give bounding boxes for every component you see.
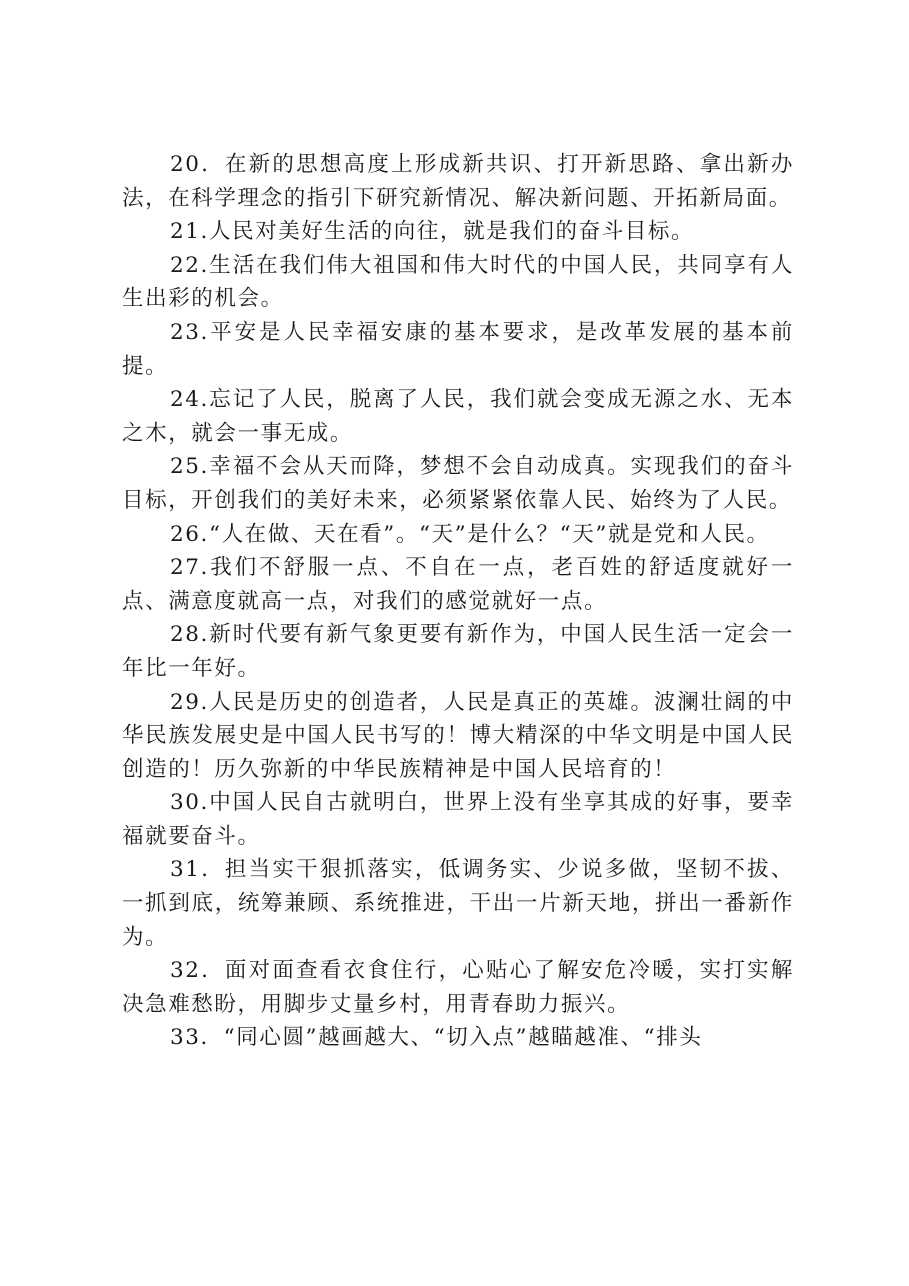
- paragraph-23: 23.平安是人民幸福安康的基本要求，是改革发展的基本前提。: [122, 319, 794, 379]
- paragraph-22: 22.生活在我们伟大祖国和伟大时代的中国人民，共同享有人生出彩的机会。: [122, 252, 794, 312]
- document-body: [122, 148, 794, 1055]
- paragraph-28: 28.新时代要有新气象更要有新作为，中国人民生活一定会一年比一年好。: [122, 622, 794, 681]
- paragraph-20: 20．在新的思想高度上形成新共识、打开新思路、拿出新办法，在科学理念的指引下研究新情况、解决新问题、开拓新局面。: [122, 152, 794, 211]
- paragraph-21: 21.人民对美好生活的向往，就是我们的奋斗目标。: [170, 219, 695, 245]
- paragraph-25: 25.幸福不会从天而降，梦想不会自动成真。实现我们的奋斗目标，开创我们的美好未来，必须紧紧依靠人民、始终为了人民。: [122, 454, 794, 513]
- paragraph-33: 33．“同心圆”越画越大、“切入点”越瞄越准、“排头: [170, 1025, 703, 1051]
- paragraph-32: 32．面对面查看衣食住行，心贴心了解安危冷暖，实打实解决急难愁盼，用脚步丈量乡村，用青春助力振兴。: [122, 958, 794, 1017]
- paragraph-29: 29.人民是历史的创造者，人民是真正的英雄。波澜壮阔的中华民族发展史是中国人民书写的！博大精深的中华文明是中国人民创造的！历久弥新的中华民族精神是中国人民培育的！: [122, 689, 794, 782]
- paragraph-26: 26.“人在做、天在看”。“天”是什么？“天”就是党和人民。: [170, 521, 770, 547]
- paragraph-27: 27.我们不舒服一点、不自在一点，老百姓的舒适度就好一点、满意度就高一点，对我们的感觉就好一点。: [122, 555, 794, 614]
- paragraph-31: 31．担当实干狠抓落实，低调务实、少说多做，坚韧不拔、一抓到底，统筹兼顾、系统推进，干出一片新天地，拼出一番新作为。: [122, 857, 794, 950]
- paragraph-24: 24.忘记了人民，脱离了人民，我们就会变成无源之水、无本之木，就会一事无成。: [122, 387, 794, 446]
- paragraph-30: 30.中国人民自古就明白，世界上没有坐享其成的好事，要幸福就要奋斗。: [122, 790, 794, 849]
